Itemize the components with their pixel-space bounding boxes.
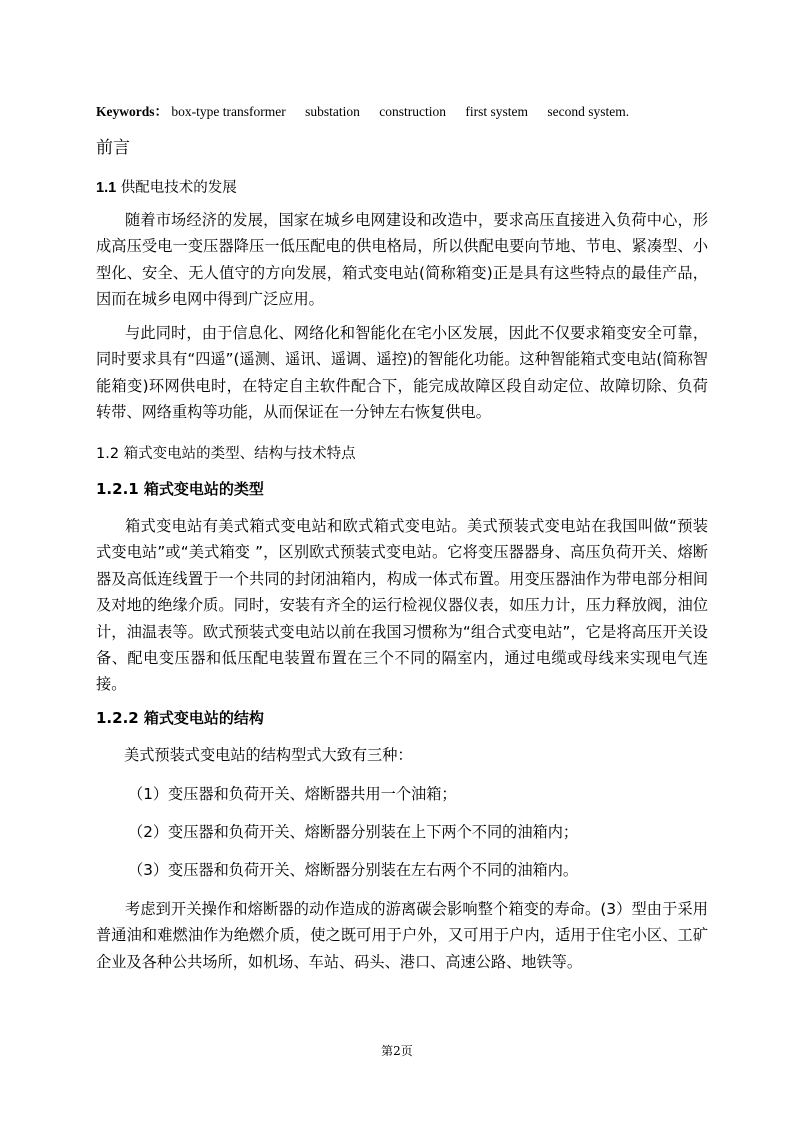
keywords-line <box>96 100 716 120</box>
keyword-term: first system <box>465 104 528 119</box>
structure-item-1: （1）变压器和负荷开关、熔断器共用一个油箱； <box>128 785 457 803</box>
keywords-label: Keywords： <box>96 104 168 119</box>
section-1-2-heading: 1.2 箱式变电站的类型、结构与技术特点 <box>96 446 356 462</box>
keyword-term: construction <box>379 104 446 119</box>
structure-closing-paragraph: 考虑到开关操作和熔断器的动作造成的游离碳会影响整个箱变的寿命。(3）型由于采用普通油和难燃油作为绝燃介质，使之既可用于户外，又可用于户内，适用于住宅小区、工矿企业及各种公共场所，如机场、车站、码头、港口、高速公路、地铁等。 <box>96 900 708 971</box>
preface-heading: 前言 <box>96 138 130 158</box>
section-title: 供配电技术的发展 <box>120 180 237 196</box>
section-1-1-paragraph-2: 与此同时，由于信息化、网络化和智能化在宅小区发展，因此不仅要求箱变安全可靠，同时要求具有“四遥”(遥测、遥讯、遥调、遥控)的智能化功能。这种智能箱式变电站(简称智能箱变)环网供电时，在特定自主软件配合下，能完成故障区段自动定位、故障切除、负荷转带、网络重构等功能，从而保证在一分钟左右恢复供电。 <box>96 324 708 422</box>
structure-item-3: （3）变压器和负荷开关、熔断器分别装在左右两个不同的油箱内。 <box>128 861 579 879</box>
section-1-1-heading <box>96 176 237 197</box>
section-1-1-paragraph-1: 随着市场经济的发展，国家在城乡电网建设和改造中，要求高压直接进入负荷中心，形成高压受电一变压器降压一低压配电的供电格局，所以供配电要向节地、节电、紧凑型、小型化、安全、无人值守的方向发展，箱式变电站(简称箱变)正是具有这些特点的最佳产品，因而在城乡电网中得到广泛应用。 <box>96 211 708 309</box>
structure-intro: 美式预装式变电站的结构型式大致有三种： <box>124 746 413 764</box>
keyword-term: box-type transformer <box>171 104 286 119</box>
section-1-2-2-heading: 1.2.2 箱式变电站的结构 <box>96 709 264 727</box>
section-number: 1.1 <box>96 180 117 196</box>
structure-item-2: （2）变压器和负荷开关、熔断器分别装在上下两个不同的油箱内； <box>128 823 579 841</box>
keyword-term: second system. <box>547 104 630 119</box>
section-1-2-1-paragraph: 箱式变电站有美式箱式变电站和欧式箱式变电站。美式预装式变电站在我国叫做“预装式变电站”或“美式箱变 ”，区别欧式预装式变电站。它将变压器器身、高压负荷开关、熔断器及高低连线置于一个共同的封闭油箱内，构成一体式布置。用变压器油作为带电部分相间及对地的绝缘介质。同时，安装有齐全的运行检视仪器仪表，如压力计，压力释放阀，油位计，油温表等。欧式预装式变电站以前在我国习惯称为“组合式变电站”，它是将高压开关设备、配电变压器和低压配电装置布置在三个不同的隔室内，通过电缆或母线来实现电气连接。 <box>96 517 708 694</box>
section-1-2-1-heading: 1.2.1 箱式变电站的类型 <box>96 480 264 498</box>
page-number: 第2页 <box>381 1044 413 1058</box>
keyword-term: substation <box>305 104 360 119</box>
